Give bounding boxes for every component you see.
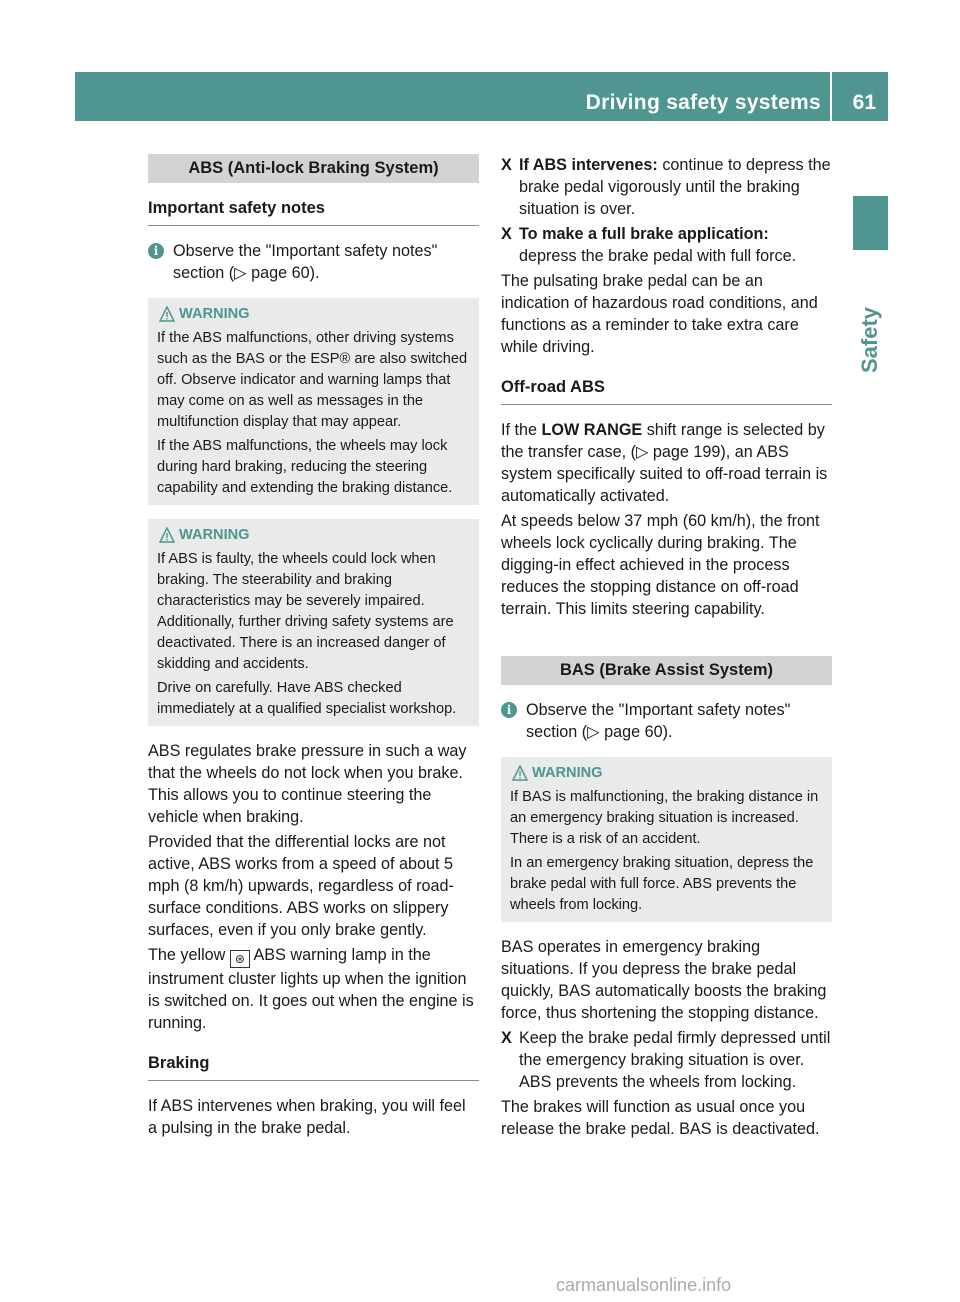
step-bold: If ABS intervenes:: [519, 156, 658, 174]
lamp-text-before: The yellow: [148, 946, 226, 964]
step-marker-icon: X: [501, 156, 512, 174]
info-icon: i: [501, 702, 517, 718]
body-paragraph: If ABS intervenes when braking, you will feel a pulsing in the brake pedal.: [148, 1097, 466, 1137]
step-marker-icon: X: [501, 1029, 512, 1047]
warning-box: [501, 757, 832, 922]
warning-text: If BAS is malfunctioning, the braking distance in an emergency braking situation is increased. There is a risk of an accident.: [510, 789, 819, 847]
header-divider: [830, 72, 832, 121]
watermark: carmanualsonline.info: [556, 1275, 732, 1295]
step-text: continue to depress the brake pedal vigorously until the braking situation is over.: [519, 156, 831, 218]
warning-label: WARNING: [179, 306, 250, 322]
warning-text: If the ABS malfunctions, other driving systems such as the BAS or the ESP® are also switched off. Observe indicator and warning lamps that may come on as well as messages in the multifunction display that may appear.: [157, 330, 468, 430]
body-paragraph: The pulsating brake pedal can be an indication of hazardous road conditions, and functions as a reminder to take extra care while driving.: [501, 272, 818, 356]
warning-box: [148, 519, 479, 726]
lamp-text-after: ABS warning lamp in the instrument cluster lights up when the ignition is switched on. It goes out when the engine is running.: [148, 946, 474, 1032]
body-paragraph: At speeds below 37 mph (60 km/h), the front wheels lock cyclically during braking. The digging-in effect achieved in the process reduces the stopping distance on off-road terrain. This limits steering capability.: [501, 512, 820, 618]
info-icon: i: [148, 243, 164, 259]
step-bold: To make a full brake application:: [519, 225, 769, 243]
warning-heading: [157, 304, 472, 325]
braking-heading: Braking: [148, 1052, 479, 1081]
info-note-text: Observe the "Important safety notes" section (▷ page 60).: [173, 242, 438, 282]
warning-heading: [510, 763, 825, 784]
step-marker-icon: X: [501, 225, 512, 243]
warning-text: Drive on carefully. Have ABS checked immediately at a qualified specialist workshop.: [157, 680, 457, 717]
body-paragraph: BAS operates in emergency braking situations. If you depress the brake pedal quickly, BAS automatically boosts the braking force, thus shortening the stopping distance.: [501, 938, 827, 1022]
body-paragraph: The brakes will function as usual once you release the brake pedal. BAS is deactivated.: [501, 1098, 820, 1138]
warning-label: WARNING: [532, 765, 603, 781]
step-item: [501, 223, 832, 267]
abs-section-title: ABS (Anti-lock Braking System): [148, 154, 479, 183]
body-paragraph: [501, 419, 832, 507]
step-text: Keep the brake pedal firmly depressed until the emergency braking situation is over. ABS prevents the wheels from locking.: [519, 1029, 831, 1091]
info-note-text: Observe the "Important safety notes" section (▷ page 60).: [526, 701, 791, 741]
step-item: [501, 1027, 832, 1093]
info-note: [148, 240, 479, 284]
warning-text: If ABS is faulty, the wheels could lock when braking. The steerability and braking characteristics may be severely impaired. Additionally, further driving safety systems are deactivated. There is an increased danger of skidding and accidents.: [157, 551, 454, 672]
warning-text: If the ABS malfunctions, the wheels may lock during hard braking, reducing the steering capability and extending the braking distance.: [157, 438, 453, 496]
body-paragraph: [148, 944, 479, 1034]
section-tab-marker: [853, 196, 888, 250]
important-safety-notes-heading: Important safety notes: [148, 197, 479, 226]
warning-box: [148, 298, 479, 505]
bas-section-title: BAS (Brake Assist System): [501, 656, 832, 685]
left-column: [148, 154, 479, 1139]
warning-triangle-icon: [159, 527, 175, 543]
section-side-label: Safety: [857, 306, 882, 374]
warning-triangle-icon: [512, 765, 528, 781]
step-text: depress the brake pedal with full force.: [519, 247, 797, 265]
offroad-text: If the: [501, 421, 542, 439]
low-range-label: LOW RANGE: [541, 421, 643, 439]
step-item: [501, 154, 832, 220]
body-paragraph: ABS regulates brake pressure in such a way that the wheels do not lock when you brake. This allows you to continue steering the vehicle when braking.: [148, 742, 467, 826]
header-bar: [75, 72, 888, 121]
page-number: 61: [852, 91, 876, 114]
info-note: [501, 699, 832, 743]
warning-label: WARNING: [179, 527, 250, 543]
body-paragraph: Provided that the differential locks are not active, ABS works from a speed of about 5 mph (8 km/h) upwards, regardless of road-surface conditions. ABS works on slippery surfaces, even if you only brake gently.: [148, 833, 454, 939]
chapter-title: Driving safety systems: [585, 91, 821, 114]
offroad-text: shift range is selected by the transfer case, (▷ page 199), an ABS system specifically suited to off-road terrain is automatically activated.: [501, 421, 828, 505]
right-column: [501, 154, 832, 1140]
offroad-abs-heading: Off-road ABS: [501, 376, 832, 405]
warning-triangle-icon: [159, 306, 175, 322]
abs-warning-lamp-icon: ⊛: [230, 950, 250, 968]
warning-text: In an emergency braking situation, depress the brake pedal with full force. ABS prevents the wheels from locking.: [510, 855, 814, 913]
warning-heading: [157, 525, 472, 546]
